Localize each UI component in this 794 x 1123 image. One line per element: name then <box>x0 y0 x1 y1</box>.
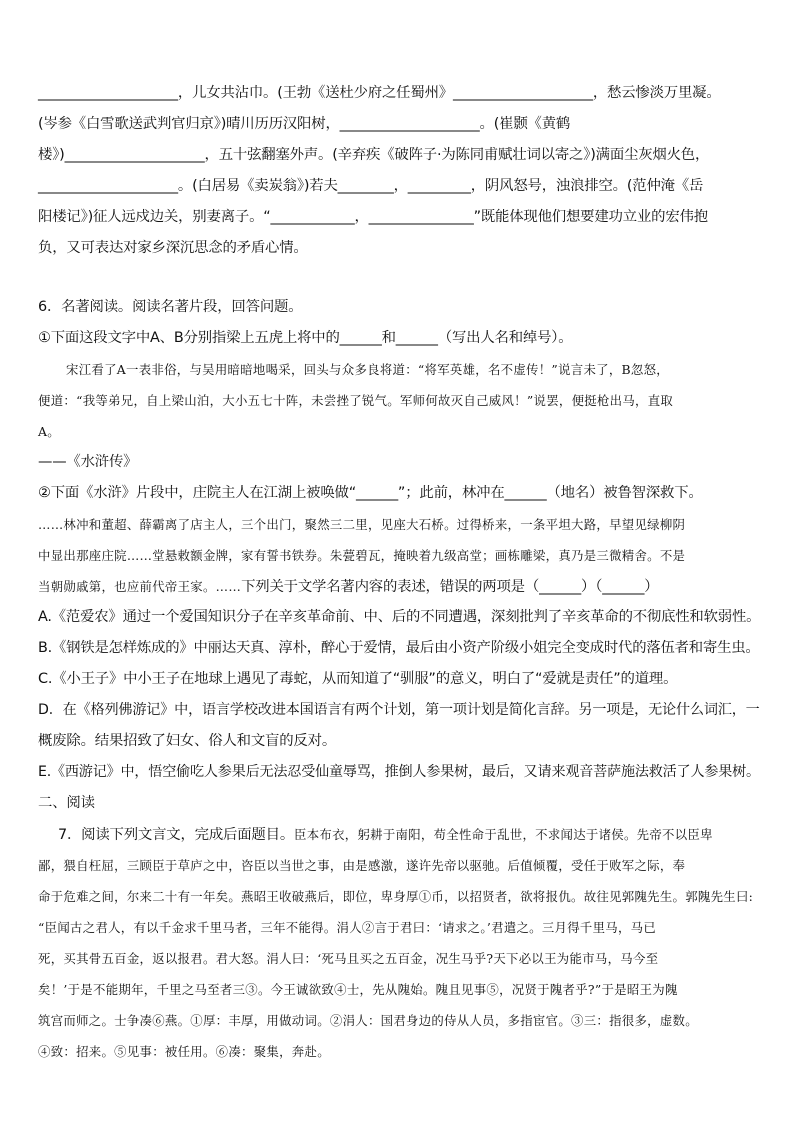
q6-title: 6．名著阅读。阅读名著片段，回答问题。 <box>38 299 303 315</box>
q7-passage-line-3: 命于危难之间，尔来二十有一年矣。燕昭王收破燕后，即位，卑身厚①币，以招贤者，欲将报仇。故往见郭隗先生。郭隗先生曰: <box>38 889 754 904</box>
q7-passage-line-8: ④致：招来。⑤见事：被任用。⑥凑：聚集，奔赴。 <box>38 1044 330 1059</box>
q7-passage-line-5: 死，买其骨五百金，返以报君。君大怒。涓人曰：‘死马且买之五百金，况生马乎?天下必以王为能市马，马今至 <box>38 951 659 966</box>
poetry-line-2: (岑参《白雪歌送武判官归京》)晴川历历汉阳树，____________________。(崔颢《黄鹤 <box>38 116 571 132</box>
section-gap <box>38 264 760 292</box>
q7-passage-line-7: 筑宫而师之。士争凑⑥燕。①厚：丰厚，用做动词。②涓人：国君身边的侍从人员，多指宦官。③三：指很多，虚数。 <box>38 1013 698 1028</box>
q6-option-e: E.《西游记》中，悟空偷吃人参果后无法忍受仙童辱骂，推倒人参果树，最后，又请来观音菩萨施法救活了人参果树。 <box>38 764 760 780</box>
document-page <box>38 78 760 1067</box>
q6-option-a: A.《范爱农》通过一个爱国知识分子在辛亥革命前、中、后的不同遭遇，深刻批判了辛亥革命的不彻底性和软弱性。 <box>38 609 761 625</box>
q6-part2-passage-line-1: ……林冲和董超、薛霸离了店主人，三个出门，聚然三二里，见座大石桥。过得桥来，一条平坦大路，早望见绿柳阴 <box>38 517 686 532</box>
section2-heading: 二、阅读 <box>38 795 95 811</box>
q7-line-1 <box>38 819 760 850</box>
q6-option-d-line-1: D．在《格列佛游记》中，语言学校改进本国语言有两个计划，第一项计划是简化言辞。另一项是，无论什么词汇，一 <box>38 702 760 718</box>
q7-passage-line-4: “臣闻古之君人，有以千金求千里马者，三年不能得。涓人②言于君曰：‘请求之。’君遣之。三月得千里马，马已 <box>38 920 657 935</box>
poetry-line-3: 楼》)____________________，五十弦翻塞外声。(辛弃疾《破阵子·为陈同甫赋壮词以寄之》)满面尘灰烟火色， <box>38 147 710 163</box>
q6-option-c: C.《小王子》中小王子在地球上遇见了毒蛇，从而知道了“驯服”的意义，明白了“爱就是责任”的道理。 <box>38 671 678 687</box>
poetry-line-5: 阳楼记》)征人远戍边关，别妻离子。“____________，_______________”既能体现他们想要建功立业的宏伟抱 <box>38 209 708 225</box>
q6-part1-passage-line-1: 宋江看了A一表非俗，与吴用暗暗地喝采，回头与众多良将道：“将军英雄，名不虚传！”说言未了，B忽怒， <box>66 362 669 377</box>
q7-passage-line-2: 鄙，猥自枉屈，三顾臣于草庐之中，咨臣以当世之事，由是感激，遂许先帝以驱驰。后值倾覆，受任于败军之际，奉 <box>38 858 686 873</box>
q7-passage-line-6: 矣！’于是不能期年，千里之马至者三③。今王诚欲致④士，先从隗始。隗且见事⑤，况贤于隗者乎?”于是昭王为隗 <box>38 982 678 997</box>
q6-part1-passage-line-3: A。 <box>38 424 60 439</box>
q6-part3-question: 下列关于文学名著内容的表述，错误的两项是（______）（______） <box>241 579 659 595</box>
q6-option-b: B.《钢铁是怎样炼成的》中丽达天真、淳朴，醉心于爱情，最后由小资产阶级小姐完全变成时代的落伍者和寄生虫。 <box>38 640 760 656</box>
q6-part1-question: ①下面这段文字中A、B分别指梁上五虎上将中的______和______（写出人名和绰号）。 <box>38 330 573 346</box>
q6-part2-passage-line-2: 中显出那座庄院……堂悬敕额金牌，家有誓书铁券。朱甍碧瓦，掩映着九级高堂；画栋雕梁，真乃是三微精舍。不是 <box>38 548 686 563</box>
poetry-line-4: ____________________。(白居易《卖炭翁》)若夫________，_________，阴风怒号，浊浪排空。(范仲淹《岳 <box>38 178 704 194</box>
poetry-line-6: 负，又可表达对家乡深沉思念的矛盾心情。 <box>38 240 308 256</box>
q6-part2-question: ②下面《水浒》片段中，庄院主人在江湖上被唤做“______”；此前，林冲在______（地名）被鲁智深救下。 <box>38 485 703 501</box>
q6-part2-passage-end: 当朝勋戚第，也应前代帝王家。…… <box>38 579 242 594</box>
q6-part2-passage-line-3 <box>38 571 760 602</box>
poetry-line-1: ____________________，儿女共沾巾。(王勃《送杜少府之任蜀州》____________________，愁云惨淡万里凝。 <box>38 85 721 101</box>
q7-intro: 7．阅读下列文言文，完成后面题目。 <box>58 827 295 843</box>
q6-part1-passage-line-2: 便道：“我等弟兄，自上梁山泊，大小五七十阵，未尝挫了锐气。军师何故灭自己威风！”说罢，便挺枪出马，直取 <box>38 393 674 408</box>
q6-option-d-line-2: 概废除。结果招致了妇女、俗人和文盲的反对。 <box>38 733 337 749</box>
q6-part1-source: ——《水浒传》 <box>38 454 138 470</box>
q7-passage-start: 臣本布衣，躬耕于南阳，苟全性命于乱世，不求闻达于诸侯。先帝不以臣卑 <box>294 827 713 842</box>
